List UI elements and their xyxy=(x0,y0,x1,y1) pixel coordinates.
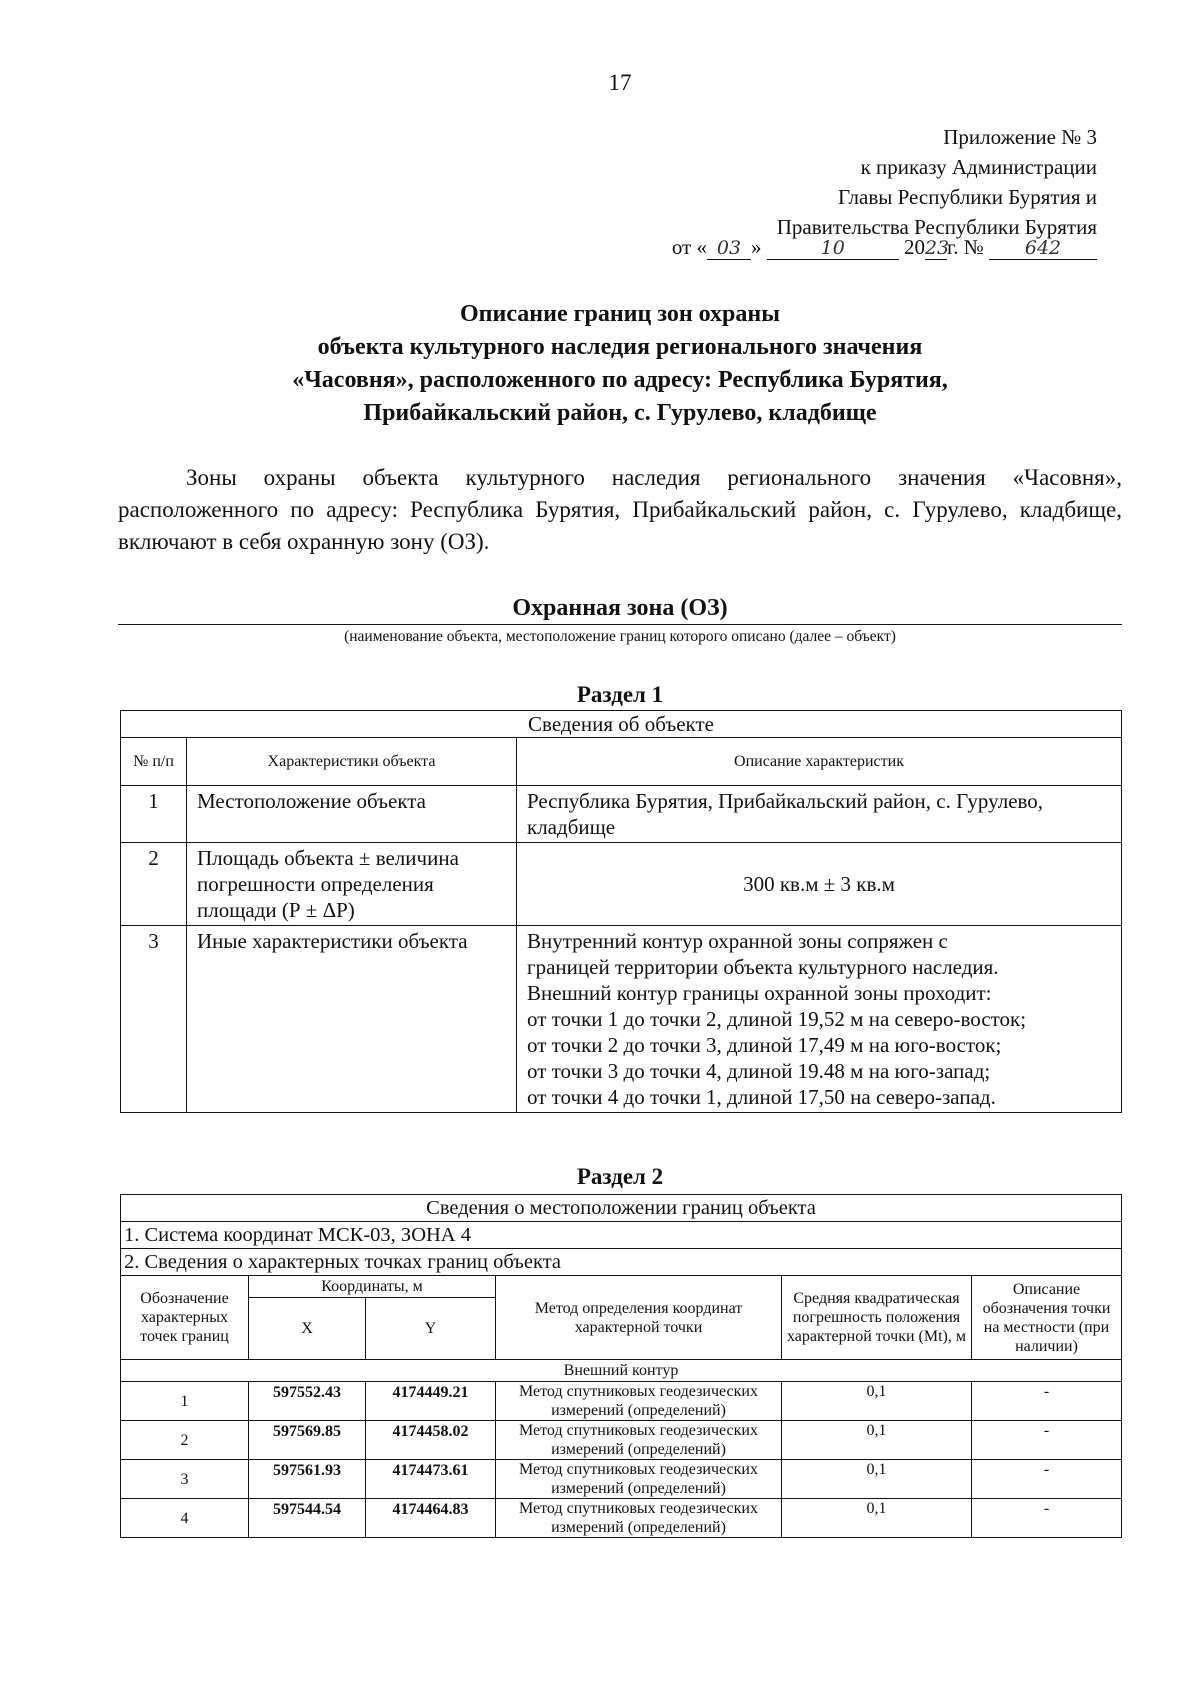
point-desc: - xyxy=(972,1382,1122,1421)
title-line: объекта культурного наследия регионального значения xyxy=(317,334,923,360)
point-desc: - xyxy=(972,1460,1122,1499)
table-row xyxy=(121,1421,1122,1460)
header-designation: Обозначение характерных точек границ xyxy=(121,1276,249,1360)
row-num: 1 xyxy=(121,786,187,843)
coord-x: 597561.93 xyxy=(249,1460,366,1499)
error: 0,1 xyxy=(782,1460,972,1499)
handwritten-month: 10 xyxy=(767,237,899,260)
point-id: 4 xyxy=(121,1499,249,1538)
header-characteristic: Характеристики объекта xyxy=(187,738,517,786)
title-line: Описание границ зон охраны xyxy=(460,301,780,327)
header-error: Средняя квадратическая погрешность положения характерной точки (Mt), м xyxy=(782,1276,972,1360)
error: 0,1 xyxy=(782,1382,972,1421)
appendix-line: Главы Республики Бурятия и xyxy=(838,185,1097,209)
row-num: 2 xyxy=(121,843,187,926)
boundary-points-table xyxy=(120,1194,1122,1538)
point-id: 2 xyxy=(121,1421,249,1460)
point-desc: - xyxy=(972,1421,1122,1460)
table-title: Сведения об объекте xyxy=(121,711,1122,738)
coord-x: 597552.43 xyxy=(249,1382,366,1421)
row-name: Иные характеристики объекта xyxy=(187,926,517,1113)
coord-y: 4174458.02 xyxy=(366,1421,496,1460)
header-y: Y xyxy=(366,1298,496,1360)
point-desc: - xyxy=(972,1499,1122,1538)
row-name: Площадь объекта ± величина погрешности определения площади (Р ± ΔР) xyxy=(187,843,517,926)
header-method: Метод определения координат характерной точки xyxy=(496,1276,782,1360)
row-name: Местоположение объекта xyxy=(187,786,517,843)
points-title: 2. Сведения о характерных точках границ объекта xyxy=(121,1249,1122,1276)
coord-y: 4174464.83 xyxy=(366,1499,496,1538)
coord-y: 4174449.21 xyxy=(366,1382,496,1421)
description-line: от точки 2 до точки 3, длиной 17,49 м на юго-восток; xyxy=(527,1033,1002,1057)
coord-x: 597569.85 xyxy=(249,1421,366,1460)
section2-title: Раздел 2 xyxy=(576,1164,664,1189)
header-description: Описание обозначения точки на местности (при наличии) xyxy=(972,1276,1122,1360)
order-date-line xyxy=(672,235,1097,260)
document-title xyxy=(120,298,1120,430)
method: Метод спутниковых геодезических измерений (определений) xyxy=(496,1382,782,1421)
appendix-header xyxy=(777,122,1097,242)
description-line: Внешний контур границы охранной зоны проходит: xyxy=(527,981,992,1005)
error: 0,1 xyxy=(782,1499,972,1538)
header-x: X xyxy=(249,1298,366,1360)
row-value: Республика Бурятия, Прибайкальский район, с. Гурулево, кладбище xyxy=(517,786,1122,843)
object-info-table xyxy=(120,710,1122,1113)
header-num: № п/п xyxy=(121,738,187,786)
number-prefix: г. № xyxy=(946,235,984,259)
header-coords: Координаты, м xyxy=(249,1276,496,1298)
table-title: Сведения о местоположении границ объекта xyxy=(121,1195,1122,1222)
appendix-line: Правительства Республики Бурятия xyxy=(776,215,1097,239)
description-line: от точки 3 до точки 4, длиной 19.48 м на юго-запад; xyxy=(527,1059,991,1083)
appendix-line: Приложение № 3 xyxy=(943,125,1097,149)
point-id: 3 xyxy=(121,1460,249,1499)
coord-x: 597544.54 xyxy=(249,1499,366,1538)
description-line: границей территории объекта культурного наследия. xyxy=(527,955,999,979)
zone-subtitle: (наименование объекта, местоположение границ которого описано (далее – объект) xyxy=(344,628,896,645)
title-line: Прибайкальский район, с. Гурулево, кладбище xyxy=(363,400,877,426)
handwritten-number: 642 xyxy=(989,237,1097,260)
handwritten-day: 03 xyxy=(707,237,751,260)
row-value xyxy=(517,926,1122,1113)
date-quote: » xyxy=(750,235,762,259)
page-number: 17 xyxy=(608,70,632,95)
row-value: 300 кв.м ± 3 кв.м xyxy=(517,843,1122,926)
description-line: от точки 1 до точки 2, длиной 19,52 м на северо-восток; xyxy=(527,1007,1027,1031)
year-prefix: 20 xyxy=(903,235,925,259)
row-num: 3 xyxy=(121,926,187,1113)
section1-title: Раздел 1 xyxy=(576,682,664,707)
description-line: Внутренний контур охранной зоны сопряжен с xyxy=(527,929,948,953)
coord-system: 1. Система координат МСК-03, ЗОНА 4 xyxy=(121,1222,1122,1249)
error: 0,1 xyxy=(782,1421,972,1460)
title-line: «Часовня», расположенного по адресу: Республика Бурятия, xyxy=(292,367,948,393)
method: Метод спутниковых геодезических измерений (определений) xyxy=(496,1460,782,1499)
table-row xyxy=(121,786,1122,843)
contour-label: Внешний контур xyxy=(121,1360,1122,1382)
table-row xyxy=(121,926,1122,1113)
coord-y: 4174473.61 xyxy=(366,1460,496,1499)
intro-paragraph: Зоны охраны объекта культурного наследия регионального значения «Часовня», расположенного по адресу: Республика Бурятия, Прибайкальский район, с. Гурулево, кладбище, включают в себя охранную зону (ОЗ). xyxy=(118,465,1122,554)
header-description: Описание характеристик xyxy=(517,738,1122,786)
method: Метод спутниковых геодезических измерений (определений) xyxy=(496,1499,782,1538)
table-row xyxy=(121,1382,1122,1421)
handwritten-year: 23 xyxy=(924,237,950,259)
point-id: 1 xyxy=(121,1382,249,1421)
table-row xyxy=(121,1499,1122,1538)
description-line: от точки 4 до точки 1, длиной 17,50 на северо-запад. xyxy=(527,1085,996,1109)
method: Метод спутниковых геодезических измерений (определений) xyxy=(496,1421,782,1460)
zone-title: Охранная зона (ОЗ) xyxy=(118,595,1122,625)
date-prefix: от « xyxy=(671,235,707,259)
table-row xyxy=(121,1460,1122,1499)
table-row xyxy=(121,843,1122,926)
appendix-line: к приказу Администрации xyxy=(860,155,1097,179)
